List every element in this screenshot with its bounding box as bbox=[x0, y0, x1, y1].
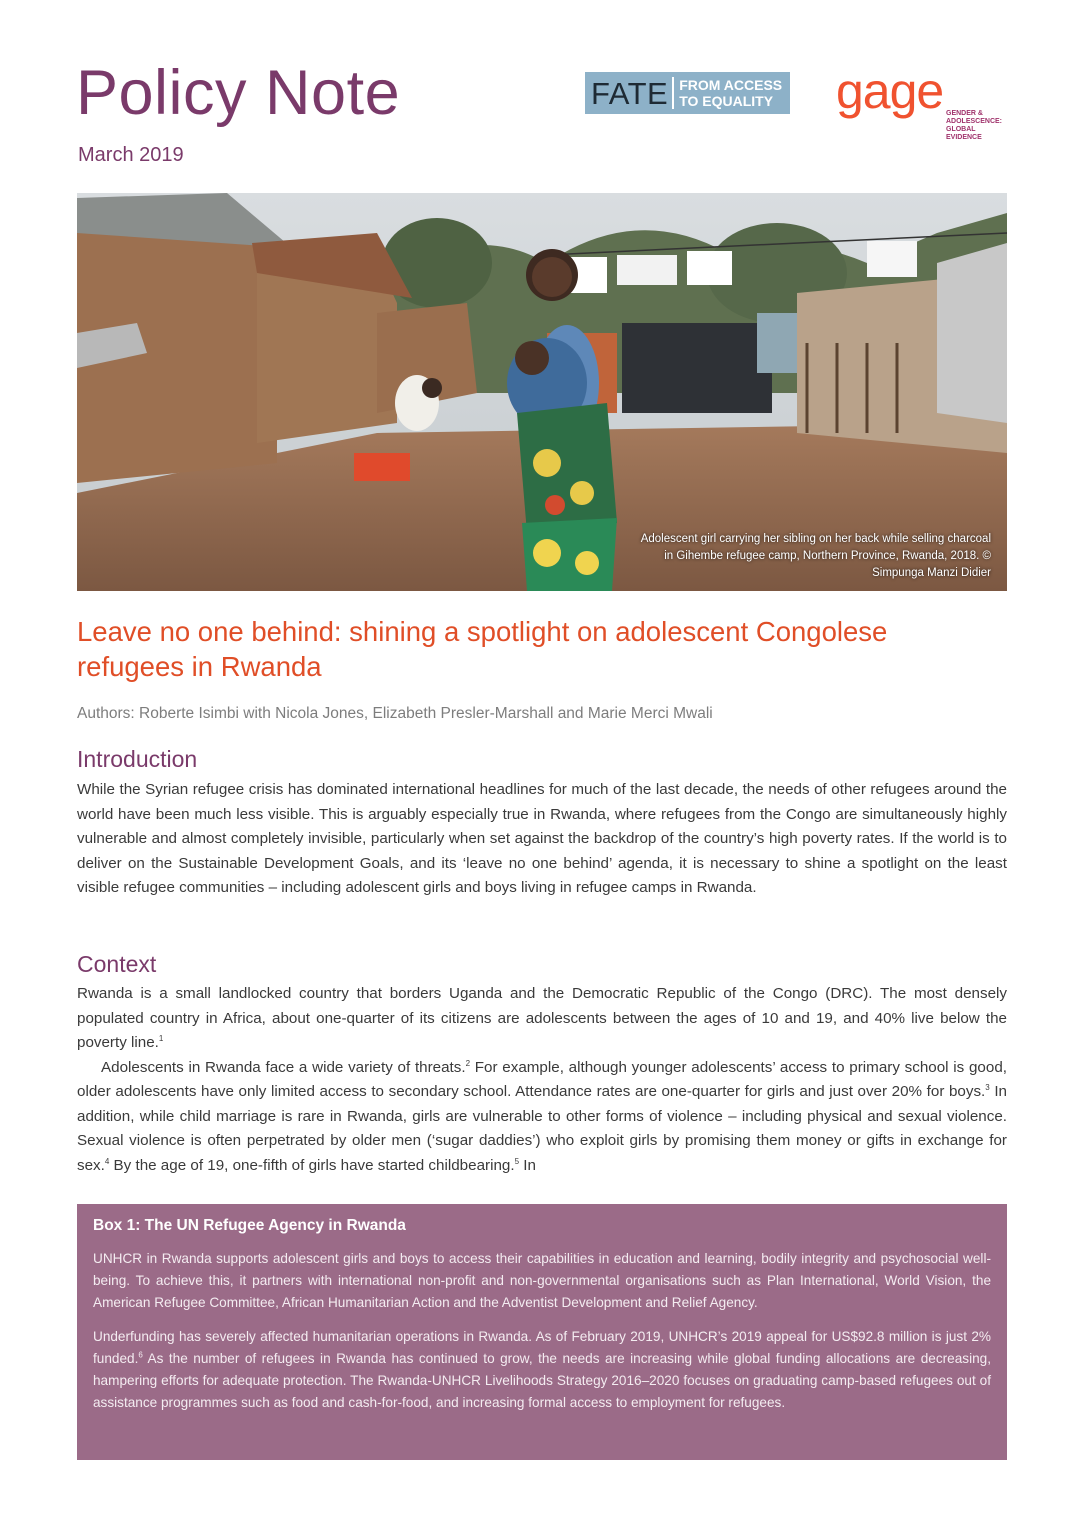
box-title: Box 1: The UN Refugee Agency in Rwanda bbox=[93, 1217, 406, 1234]
gage-logo-tagline bbox=[946, 110, 1002, 142]
introduction-paragraph: While the Syrian refugee crisis has dominated international headlines for much of the last decade, the needs of other refugees around the world have been much less visible. This is arguably especially true in Rwanda, where refugees from the Congo are simultaneously highly vulnerable and almost completely invisible, particularly when set against the backdrop of the country’s high poverty rates. If the world is to deliver on the Sustainable Development Goals, and its ‘leave no one behind’ agenda, it is necessary to shine a spotlight on the least visible refugee communities – including adolescent girls and boys living in refugee camps in Rwanda. bbox=[77, 781, 1007, 896]
context-paragraph-2-part-a: Adolescents in Rwanda face a wide variety of threats. bbox=[101, 1058, 466, 1076]
footnote-6: 6 bbox=[138, 1350, 143, 1360]
document-type-title: Policy Note bbox=[76, 58, 401, 128]
box-paragraph-2 bbox=[93, 1326, 991, 1414]
fate-logo-subtitle bbox=[672, 77, 782, 109]
gage-tag-line3: GLOBAL bbox=[946, 126, 976, 133]
gage-tag-line2: ADOLESCENCE: bbox=[946, 118, 1003, 125]
context-paragraph-2-part-c: In addition, while child marriage is rare in Rwanda, girls are vulnerable to other forms of violence – including physical and sexual violence. Sexual violence is often perpetrated by older men (‘sugar daddies’) who exploit girls by promising them money or gifts in exchange for sex. bbox=[77, 1083, 1007, 1174]
introduction-heading: Introduction bbox=[77, 746, 198, 772]
introduction-body bbox=[77, 778, 1007, 901]
context-heading: Context bbox=[77, 951, 157, 977]
fate-logo bbox=[585, 72, 790, 114]
box-paragraph-1: UNHCR in Rwanda supports adolescent girls and boys to access their capabilities in education and learning, bodily integrity and psychosocial well-being. To achieve this, it partners with international non-profit and non-governmental organisations such as Plan International, World Vision, the American Refugee Committee, African Humanitarian Action and the Adventist Development and Relief Agency. bbox=[93, 1251, 991, 1310]
fate-logo-subtitle-line1: FROM ACCESS bbox=[679, 77, 783, 93]
box-1-unhcr bbox=[77, 1204, 1007, 1460]
footnote-5: 5 bbox=[514, 1156, 520, 1166]
publication-date: March 2019 bbox=[78, 144, 184, 166]
hero-photo bbox=[77, 193, 1007, 591]
context-paragraph-2 bbox=[77, 1056, 1007, 1179]
context-body bbox=[77, 982, 1007, 1178]
context-paragraph-1 bbox=[77, 982, 1007, 1056]
context-paragraph-2-part-b: For example, although younger adolescents’ access to primary school is good, older adolescents have only limited access to secondary school. Attendance rates are one-quarter for girls and just over 20% for boys. bbox=[77, 1058, 1007, 1100]
authors-line: Authors: Roberte Isimbi with Nicola Jones, Elizabeth Presler-Marshall and Marie Merci Mwali bbox=[77, 705, 713, 722]
footnote-2: 2 bbox=[465, 1058, 471, 1068]
gage-tag-line1: GENDER & bbox=[946, 110, 983, 117]
context-paragraph-1-text: Rwanda is a small landlocked country that borders Uganda and the Democratic Republic of the Congo (DRC). The most densely populated country in Africa, about one-quarter of its citizens are adolescents between the ages of 10 and 19, and 40% live below the poverty line. bbox=[77, 985, 1007, 1051]
article-title: Leave no one behind: shining a spotlight on adolescent Congolese refugees in Rwanda bbox=[77, 616, 888, 682]
gage-logo bbox=[836, 63, 1016, 146]
footnote-4: 4 bbox=[104, 1156, 110, 1166]
footnote-1: 1 bbox=[158, 1033, 164, 1043]
footnote-3: 3 bbox=[985, 1082, 990, 1092]
context-paragraph-2-part-e: In bbox=[519, 1156, 536, 1174]
photo-caption: Adolescent girl carrying her sibling on her back while selling charcoal in Gihembe refugee camp, Northern Province, Rwanda, 2018. © Simpunga Manzi Didier bbox=[640, 533, 991, 579]
gage-logo-word: gage bbox=[836, 63, 944, 119]
fate-logo-subtitle-line2: TO EQUALITY bbox=[679, 93, 774, 109]
fate-logo-word: FATE bbox=[591, 75, 669, 111]
box-paragraph-2-part-a: Underfunding has severely affected humanitarian operations in Rwanda. As of February 2019, UNHCR’s 2019 appeal for US$92.8 million is just 2% funded. bbox=[93, 1329, 991, 1366]
gage-tag-line4: EVIDENCE bbox=[946, 134, 982, 141]
context-paragraph-2-part-d: By the age of 19, one-fifth of girls have started childbearing. bbox=[109, 1156, 515, 1174]
box-paragraph-2-part-b: As the number of refugees in Rwanda has continued to grow, the needs are increasing while global funding allocations are decreasing, hampering efforts for adequate protection. The Rwanda-UNHCR Livelihoods Strategy 2016–2020 focuses on graduating camp-based refugees out of assistance programmes such as food and cash-for-food, and increasing formal access to employment for refugees. bbox=[93, 1351, 991, 1410]
